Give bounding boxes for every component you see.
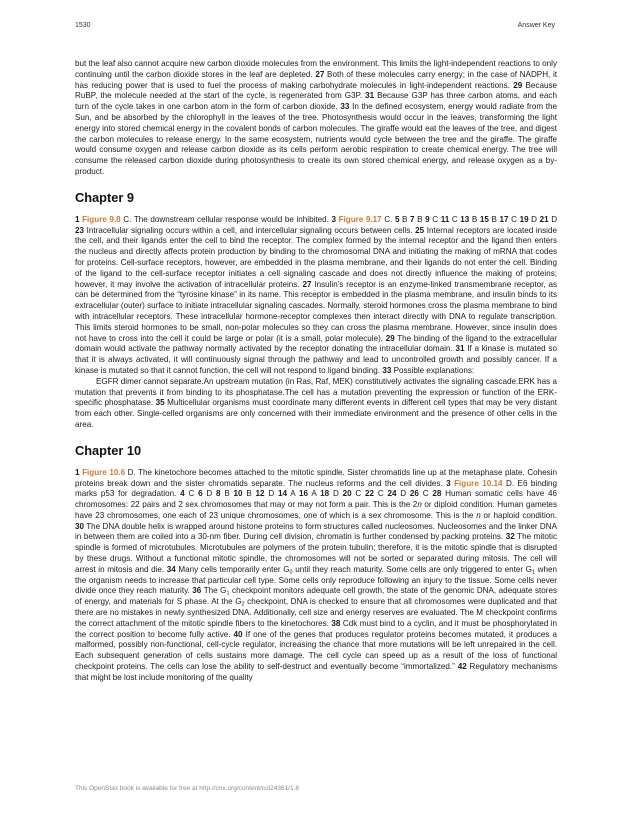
- answer-text: The G: [201, 586, 227, 596]
- answer-text: checkpoint monitors adequate cell growth, the state of the genomic DNA, adequate stores of energy, and materials for S phase. At the G: [75, 586, 558, 607]
- answer-text: Cdk must bind to a cyclin, and it must be phosphorylated in the correct position to become fully active.: [75, 618, 557, 639]
- answer-text: Both of these molecules carry energy; in the case of NADPH, it has reducing power that is used to fuel the process of making carbohydrate molecules in light-independent reactions.: [75, 69, 557, 90]
- question-number: 12: [255, 489, 265, 499]
- chapter-10-answers: [75, 468, 557, 684]
- answer-text: n: [417, 500, 422, 510]
- chapter-9-answers: [75, 215, 557, 431]
- section-title: Answer Key: [517, 22, 555, 29]
- answer-text: C: [508, 214, 520, 224]
- answer-key-content: [75, 59, 557, 684]
- answer-text: B: [220, 489, 234, 499]
- question-number: 13: [460, 214, 470, 224]
- answer-text: Because G3P has three carbon atoms, and each turn of the cycle takes in one carbon atom in the form of carbon dioxide.: [75, 91, 557, 112]
- question-number: 33: [340, 102, 350, 112]
- question-number: 3: [446, 478, 451, 488]
- question-number: 21: [539, 214, 549, 224]
- answer-text: D. E6 binding marks p53 for degradation.: [75, 478, 558, 499]
- question-number: 14: [277, 489, 287, 499]
- answer-text: Insulin’s receptor is an enzyme-linked transmembrane receptor, as can be determined from the “tyrosine kinase” in its name. This receptor is embedded in the plasma membrane, and insulin binds to its extracellular (outer) surface to initiate intracellular signaling cascades. Normally, steroid hormones cross the plasma membrane to bind with intracellular receptors. These intracellular hormone-receptor complexes then interact directly with DNA to regulate transcription. This limits steroid hormones to be small, non-polar molecules so they can cross the plasma membrane. However, since insulin does not have to cross into the cell it could be large or polar (it is a small, polar molecule).: [75, 279, 557, 343]
- answer-text: D: [528, 214, 540, 224]
- question-number: 24: [387, 489, 397, 499]
- chapter-10-paragraph: [75, 468, 557, 684]
- answer-text: checkpoint, DNA is checked to ensure that all chromosomes were duplicated and that there are no mistakes in newly synthesized DNA. Additionally, cell size and energy reserves are evaluated. The M checkpoint confirms the correct attachment of the mitotic spindle fibers to the kinetochores.: [75, 597, 557, 628]
- answer-text: C: [418, 489, 433, 499]
- question-number: 29: [385, 333, 395, 343]
- question-number: 4: [180, 489, 185, 499]
- question-number: 30: [75, 521, 85, 531]
- question-number: 23: [75, 225, 85, 235]
- chapter-9-paragraph-explanations: [75, 377, 557, 431]
- answer-text: 1: [226, 590, 230, 597]
- question-number: 19: [519, 214, 529, 224]
- page-footer: This OpenStax book is available for free at http://cnx.org/content/col24361/1.8: [75, 785, 300, 792]
- answer-text: C: [429, 214, 441, 224]
- answer-text: Because RuBP, the molecule needed at the start of the cycle, is regenerated from G3P.: [75, 80, 557, 101]
- answer-text: 1: [531, 569, 536, 576]
- answer-text: D: [329, 489, 343, 499]
- answer-text: EGFR dimer cannot separate.An upstream mutation (in Ras, Raf, MEK) constitutively activates the signaling cascade.ERK has a mutation that prevents it from binding to its phosphatase.The cell has a mutation preventing the expression or function of the ERK-specific phosphatase.: [75, 376, 557, 408]
- question-number: 35: [155, 398, 165, 408]
- question-number: 27: [315, 69, 325, 79]
- question-number: 31: [365, 91, 375, 101]
- answer-text: or diploid condition. Human gametes have 23 chromosomes, one each of 23 unique chromosomes, one of which is a sex chromosome. This is the: [75, 500, 557, 520]
- question-number: 8: [216, 489, 221, 499]
- figure-link[interactable]: Figure 9.8: [82, 214, 121, 224]
- answer-text: B: [488, 214, 500, 224]
- question-number: 17: [499, 214, 509, 224]
- question-number: 15: [479, 214, 489, 224]
- answer-text: when the organism needs to increase that particular cell type. Some cells only reproduce following an injury to the tissue. Some cells never divide once they reach maturity.: [75, 564, 557, 596]
- answer-text: D: [202, 489, 217, 499]
- answer-text: D: [396, 489, 410, 499]
- question-number: 18: [320, 489, 330, 499]
- answer-text: Multicellular organisms must coordinate many different events in different cell types that may be very distant from each other. Single-celled organisms are only concerned with their immediate environment and the presence of other cells in the area.: [75, 398, 557, 429]
- answer-text: Internal receptors are located inside the cell, and their ligands enter the cell to bind the receptor. The complex formed by the internal receptor and the ligand then enters the nucleus and directly affects protein production by binding to the chromosomal DNA and initiating the making of mRNA that codes for proteins. Cell-surface receptors, however, are embedded in the plasma membrane, and their ligands do not enter the cell. Binding of the ligand to the cell-surface receptor initiates a cell signaling cascade and does not directly influence the making of proteins; however, it may involve the activation of intracellular proteins.: [75, 225, 557, 289]
- question-number: 20: [342, 489, 352, 499]
- answer-text: Intracellular signaling occurs within a cell, and intercellular signaling occurs between cells.: [84, 225, 416, 235]
- answer-text: Regulatory mechanisms that might be lost include monitoring of the quality: [75, 662, 557, 682]
- answer-text: If a kinase is mutated so that it is always activated, it will continuously signal through the pathway and lead to uncontrolled growth and possibly cancer. If a kinase is mutated so that it cannot function, the cell will not respond to ligand binding.: [75, 344, 557, 375]
- answer-text: C: [184, 489, 199, 499]
- answer-text: If one of the genes that produces regulator proteins becomes mutated, it produces a malformed, possibly non-functional, cell-cycle regulator, increasing the chance that more mutations will be left unrepaired in the cell. Each subsequent generation of cells sustains more damage. The cell cycle can speed up as a result of the loss of functional checkpoint proteins. The cells can lose the ability to self-destruct and eventually become “immortalized.”: [75, 629, 557, 672]
- question-number: 25: [415, 225, 425, 235]
- page-number: 1530: [75, 22, 91, 29]
- answer-text: D: [264, 489, 278, 499]
- answer-text: In the defined ecosystem, energy would radiate from the Sun, and be absorbed by the chlorophyll in the leaves of the tree. Photosynthesis would occur in the leaves, transforming the light energy into stored chemical energy in the covalent bonds of carbon molecules. The giraffe would eat the leaves of the tree, and digest the carbon molecules to release energy. In the same ecosystem, nutrients would cycle between the tree and the giraffe. The giraffe would consume oxygen and release carbon dioxide as its cells perform aerobic respiration to create chemical energy. The tree will consume the released carbon dioxide during photosynthesis to create its own stored chemical energy, and release oxygen as a by-product.: [75, 102, 557, 176]
- question-number: 38: [331, 618, 341, 628]
- question-number: 26: [409, 489, 419, 499]
- answer-text: The binding of the ligand to the extracellular domain would activate the pathway normally activated by the receptor donating the intracellular domain.: [75, 333, 557, 354]
- figure-link[interactable]: Figure 10.14: [454, 478, 503, 488]
- answer-text: A: [286, 489, 300, 499]
- question-number: 27: [302, 279, 312, 289]
- question-number: 40: [233, 629, 243, 639]
- question-number: 11: [440, 214, 450, 224]
- question-number: 1: [75, 467, 80, 477]
- answer-text: D: [548, 214, 558, 224]
- intro-section: [75, 59, 557, 178]
- answer-text: D. The kinetochore becomes attached to the mitotic spindle. Sister chromatids line up at the metaphase plate. Cohesin proteins break down and the sister chromatids separate. The nucleus reforms and the cell divides.: [75, 467, 558, 488]
- answer-text: The DNA double helix is wrapped around histone proteins to form structures called nucleosomes. Nucleosomes and the linker DNA in between them are coiled into a 30-nm fiber. During cell division, chromatin is further condensed by packing proteins.: [75, 521, 557, 542]
- figure-link[interactable]: Figure 9.17: [338, 214, 382, 224]
- question-number: 36: [192, 586, 202, 596]
- answer-text: or haploid condition.: [480, 510, 558, 520]
- question-number: 10: [233, 489, 243, 499]
- answer-text: C: [449, 214, 461, 224]
- answer-text: n: [476, 510, 481, 520]
- question-number: 3: [331, 214, 336, 224]
- intro-paragraph: [75, 59, 557, 178]
- answer-text: Possible explanations:: [391, 365, 475, 375]
- chapter-10-heading: Chapter 10: [75, 442, 142, 458]
- answer-text: 0: [289, 569, 293, 576]
- answer-text: but the leaf also cannot acquire new carbon dioxide molecules from the environment. This limits the light-independent reactions to only continuing until the carbon dioxide stores in the leaf are depleted.: [75, 59, 557, 79]
- answer-text: C: [374, 489, 388, 499]
- question-number: 29: [513, 80, 523, 90]
- question-number: 7: [410, 214, 415, 224]
- answer-text: until they reach maturity. Some cells are only triggered to enter G: [292, 564, 532, 574]
- question-number: 34: [166, 564, 176, 574]
- question-number: 16: [299, 489, 309, 499]
- question-number: 32: [505, 532, 515, 542]
- answer-text: B: [414, 214, 426, 224]
- question-number: 28: [432, 489, 442, 499]
- answer-text: Many cells temporarily enter G: [175, 564, 290, 574]
- chapter-9-paragraph: [75, 215, 557, 377]
- figure-link[interactable]: Figure 10.6: [82, 467, 126, 477]
- question-number: 22: [365, 489, 375, 499]
- answer-text: The mitotic spindle is formed of microtubules. Microtubules are polymers of the protein tubulin; therefore, it is the mitotic spindle that is disrupted by these drugs. Without a functional mitotic spindle, the chromosomes will not be sorted or separated during mitosis. The cell will arrest in mitosis and die.: [75, 532, 557, 574]
- question-number: 6: [198, 489, 203, 499]
- question-number: 9: [425, 214, 430, 224]
- answer-text: B: [469, 214, 480, 224]
- answer-text: B: [399, 214, 411, 224]
- answer-text: C. The downstream cellular response would be inhibited.: [120, 214, 332, 224]
- question-number: 1: [75, 214, 80, 224]
- answer-text: 2: [241, 601, 245, 608]
- answer-text: C.: [381, 214, 395, 224]
- question-number: 42: [457, 662, 467, 672]
- answer-text: A: [308, 489, 321, 499]
- answer-text: B: [242, 489, 256, 499]
- question-number: 31: [455, 344, 465, 354]
- chapter-9-heading: Chapter 9: [75, 189, 135, 205]
- answer-text: Human somatic cells have 46 chromosomes: 22 pairs and 2 sex chromosomes that may or may not form a pair. This is the 2: [75, 489, 557, 510]
- question-number: 33: [382, 365, 392, 375]
- question-number: 5: [394, 214, 400, 224]
- answer-text: C: [351, 489, 366, 499]
